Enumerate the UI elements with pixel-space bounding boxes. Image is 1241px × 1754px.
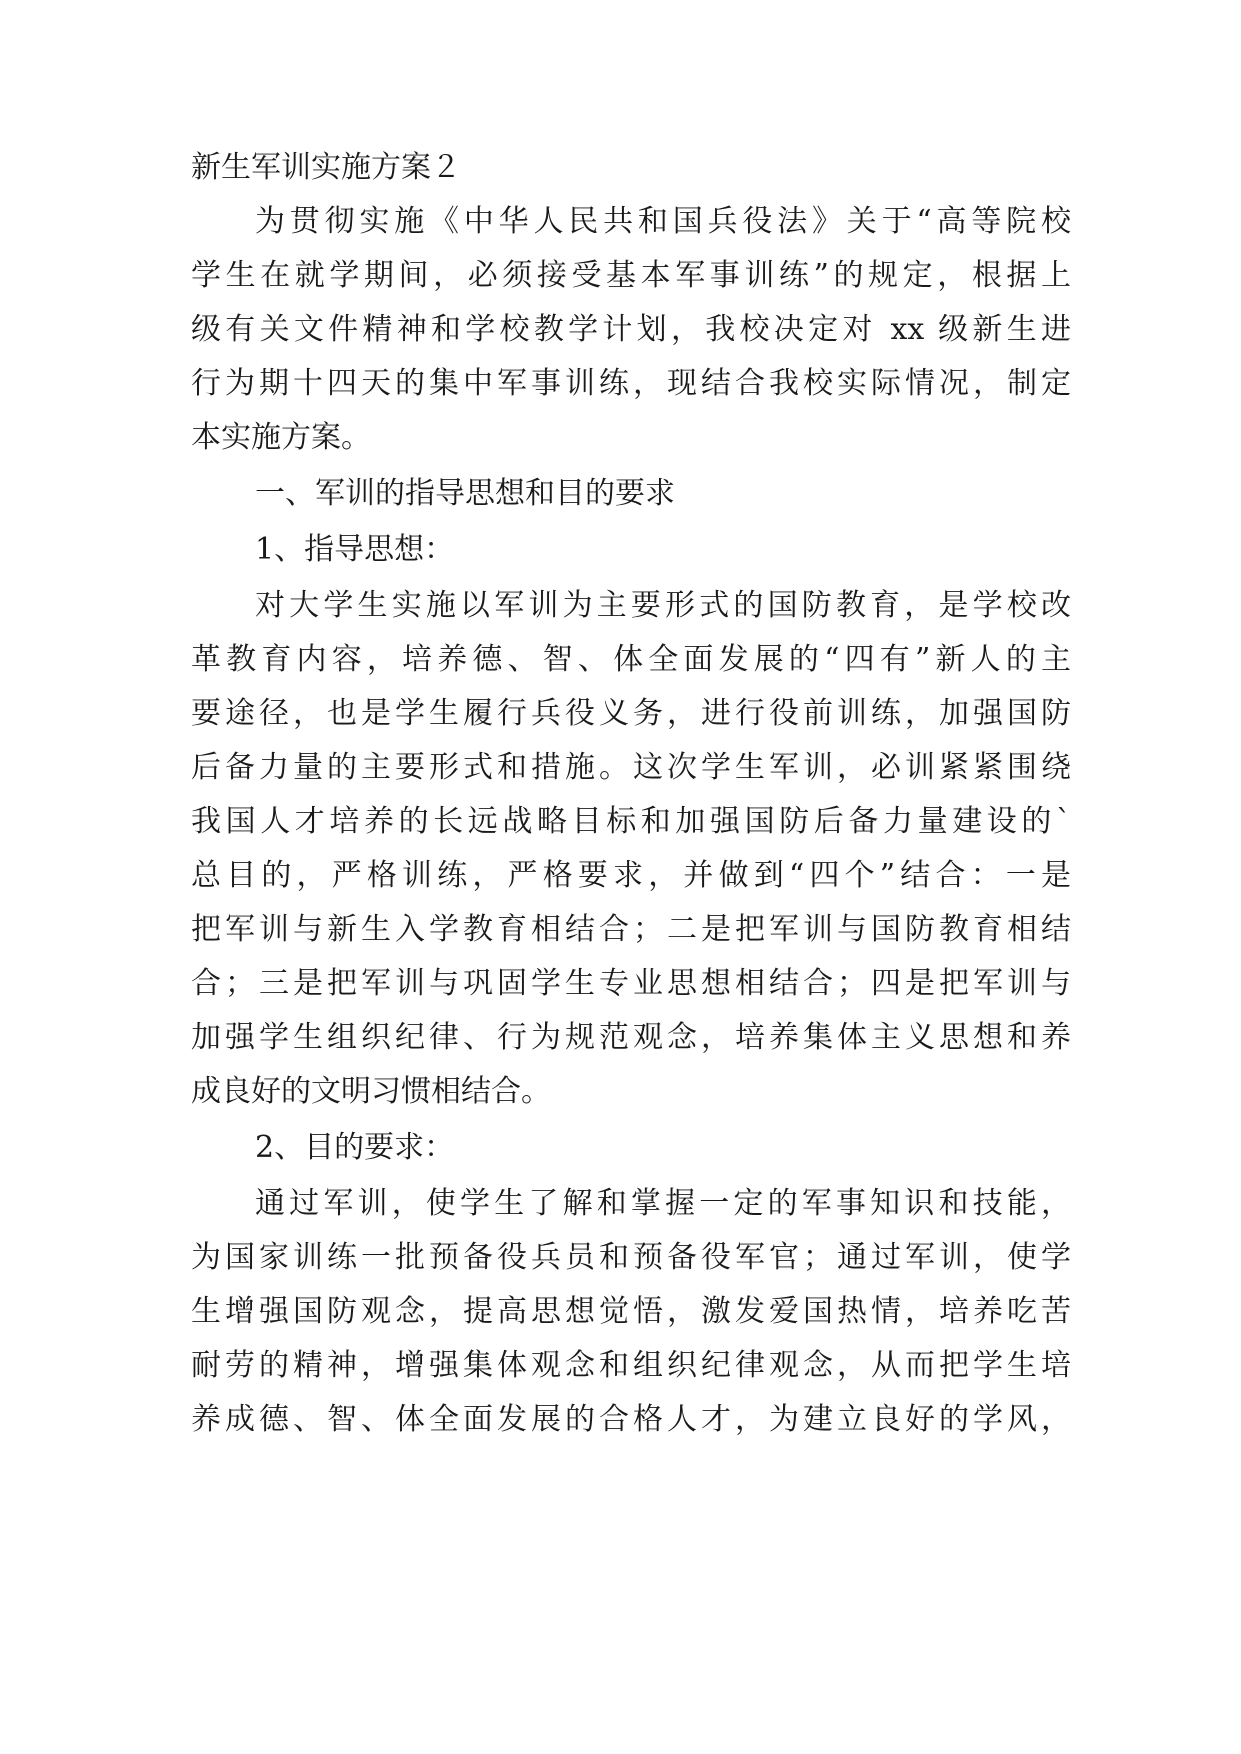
paragraph-line: 我国人才培养的长远战略目标和加强国防后备力量建设的` xyxy=(191,804,1071,839)
paragraph-line: 养成德、智、体全面发展的合格人才，为建立良好的学风， xyxy=(191,1402,1071,1437)
paragraph-line: 行为期十四天的集中军事训练，现结合我校实际情况，制定 xyxy=(191,366,1071,401)
paragraph-line: 后备力量的主要形式和措施。这次学生军训，必训紧紧围绕 xyxy=(191,750,1071,785)
subsection-heading: 1、指导思想： xyxy=(255,532,455,567)
document-title: 新生军训实施方案２ xyxy=(191,150,461,185)
paragraph-line: 把军训与新生入学教育相结合；二是把军训与国防教育相结 xyxy=(191,912,1071,947)
paragraph-line: 本实施方案。 xyxy=(191,420,371,455)
paragraph-line: 对大学生实施以军训为主要形式的国防教育，是学校改 xyxy=(255,588,1071,623)
paragraph-line: 为国家训练一批预备役兵员和预备役军官；通过军训，使学 xyxy=(191,1240,1071,1275)
paragraph-line: 革教育内容，培养德、智、体全面发展的“四有”新人的主 xyxy=(191,642,1071,677)
paragraph-line: 加强学生组织纪律、行为规范观念，培养集体主义思想和养 xyxy=(191,1020,1071,1055)
paragraph-line: 通过军训，使学生了解和掌握一定的军事知识和技能， xyxy=(255,1186,1071,1221)
subsection-heading: 2、目的要求： xyxy=(255,1130,455,1165)
paragraph-line: 总目的，严格训练，严格要求，并做到“四个”结合：一是 xyxy=(191,858,1071,893)
paragraph-line: 耐劳的精神，增强集体观念和组织纪律观念，从而把学生培 xyxy=(191,1348,1071,1383)
paragraph-line: 成良好的文明习惯相结合。 xyxy=(191,1074,551,1109)
section-heading: 一、军训的指导思想和目的要求 xyxy=(255,476,675,511)
paragraph-line: 生增强国防观念，提高思想觉悟，激发爱国热情，培养吃苦 xyxy=(191,1294,1071,1329)
paragraph-line: 为贯彻实施《中华人民共和国兵役法》关于“高等院校 xyxy=(255,204,1071,239)
paragraph-line: 学生在就学期间，必须接受基本军事训练”的规定，根据上 xyxy=(191,258,1071,293)
paragraph-line: 合；三是把军训与巩固学生专业思想相结合；四是把军训与 xyxy=(191,966,1071,1001)
paragraph-line: 要途径，也是学生履行兵役义务，进行役前训练，加强国防 xyxy=(191,696,1071,731)
paragraph-line: 级有关文件精神和学校教学计划，我校决定对 xx 级新生进 xyxy=(191,312,1071,347)
